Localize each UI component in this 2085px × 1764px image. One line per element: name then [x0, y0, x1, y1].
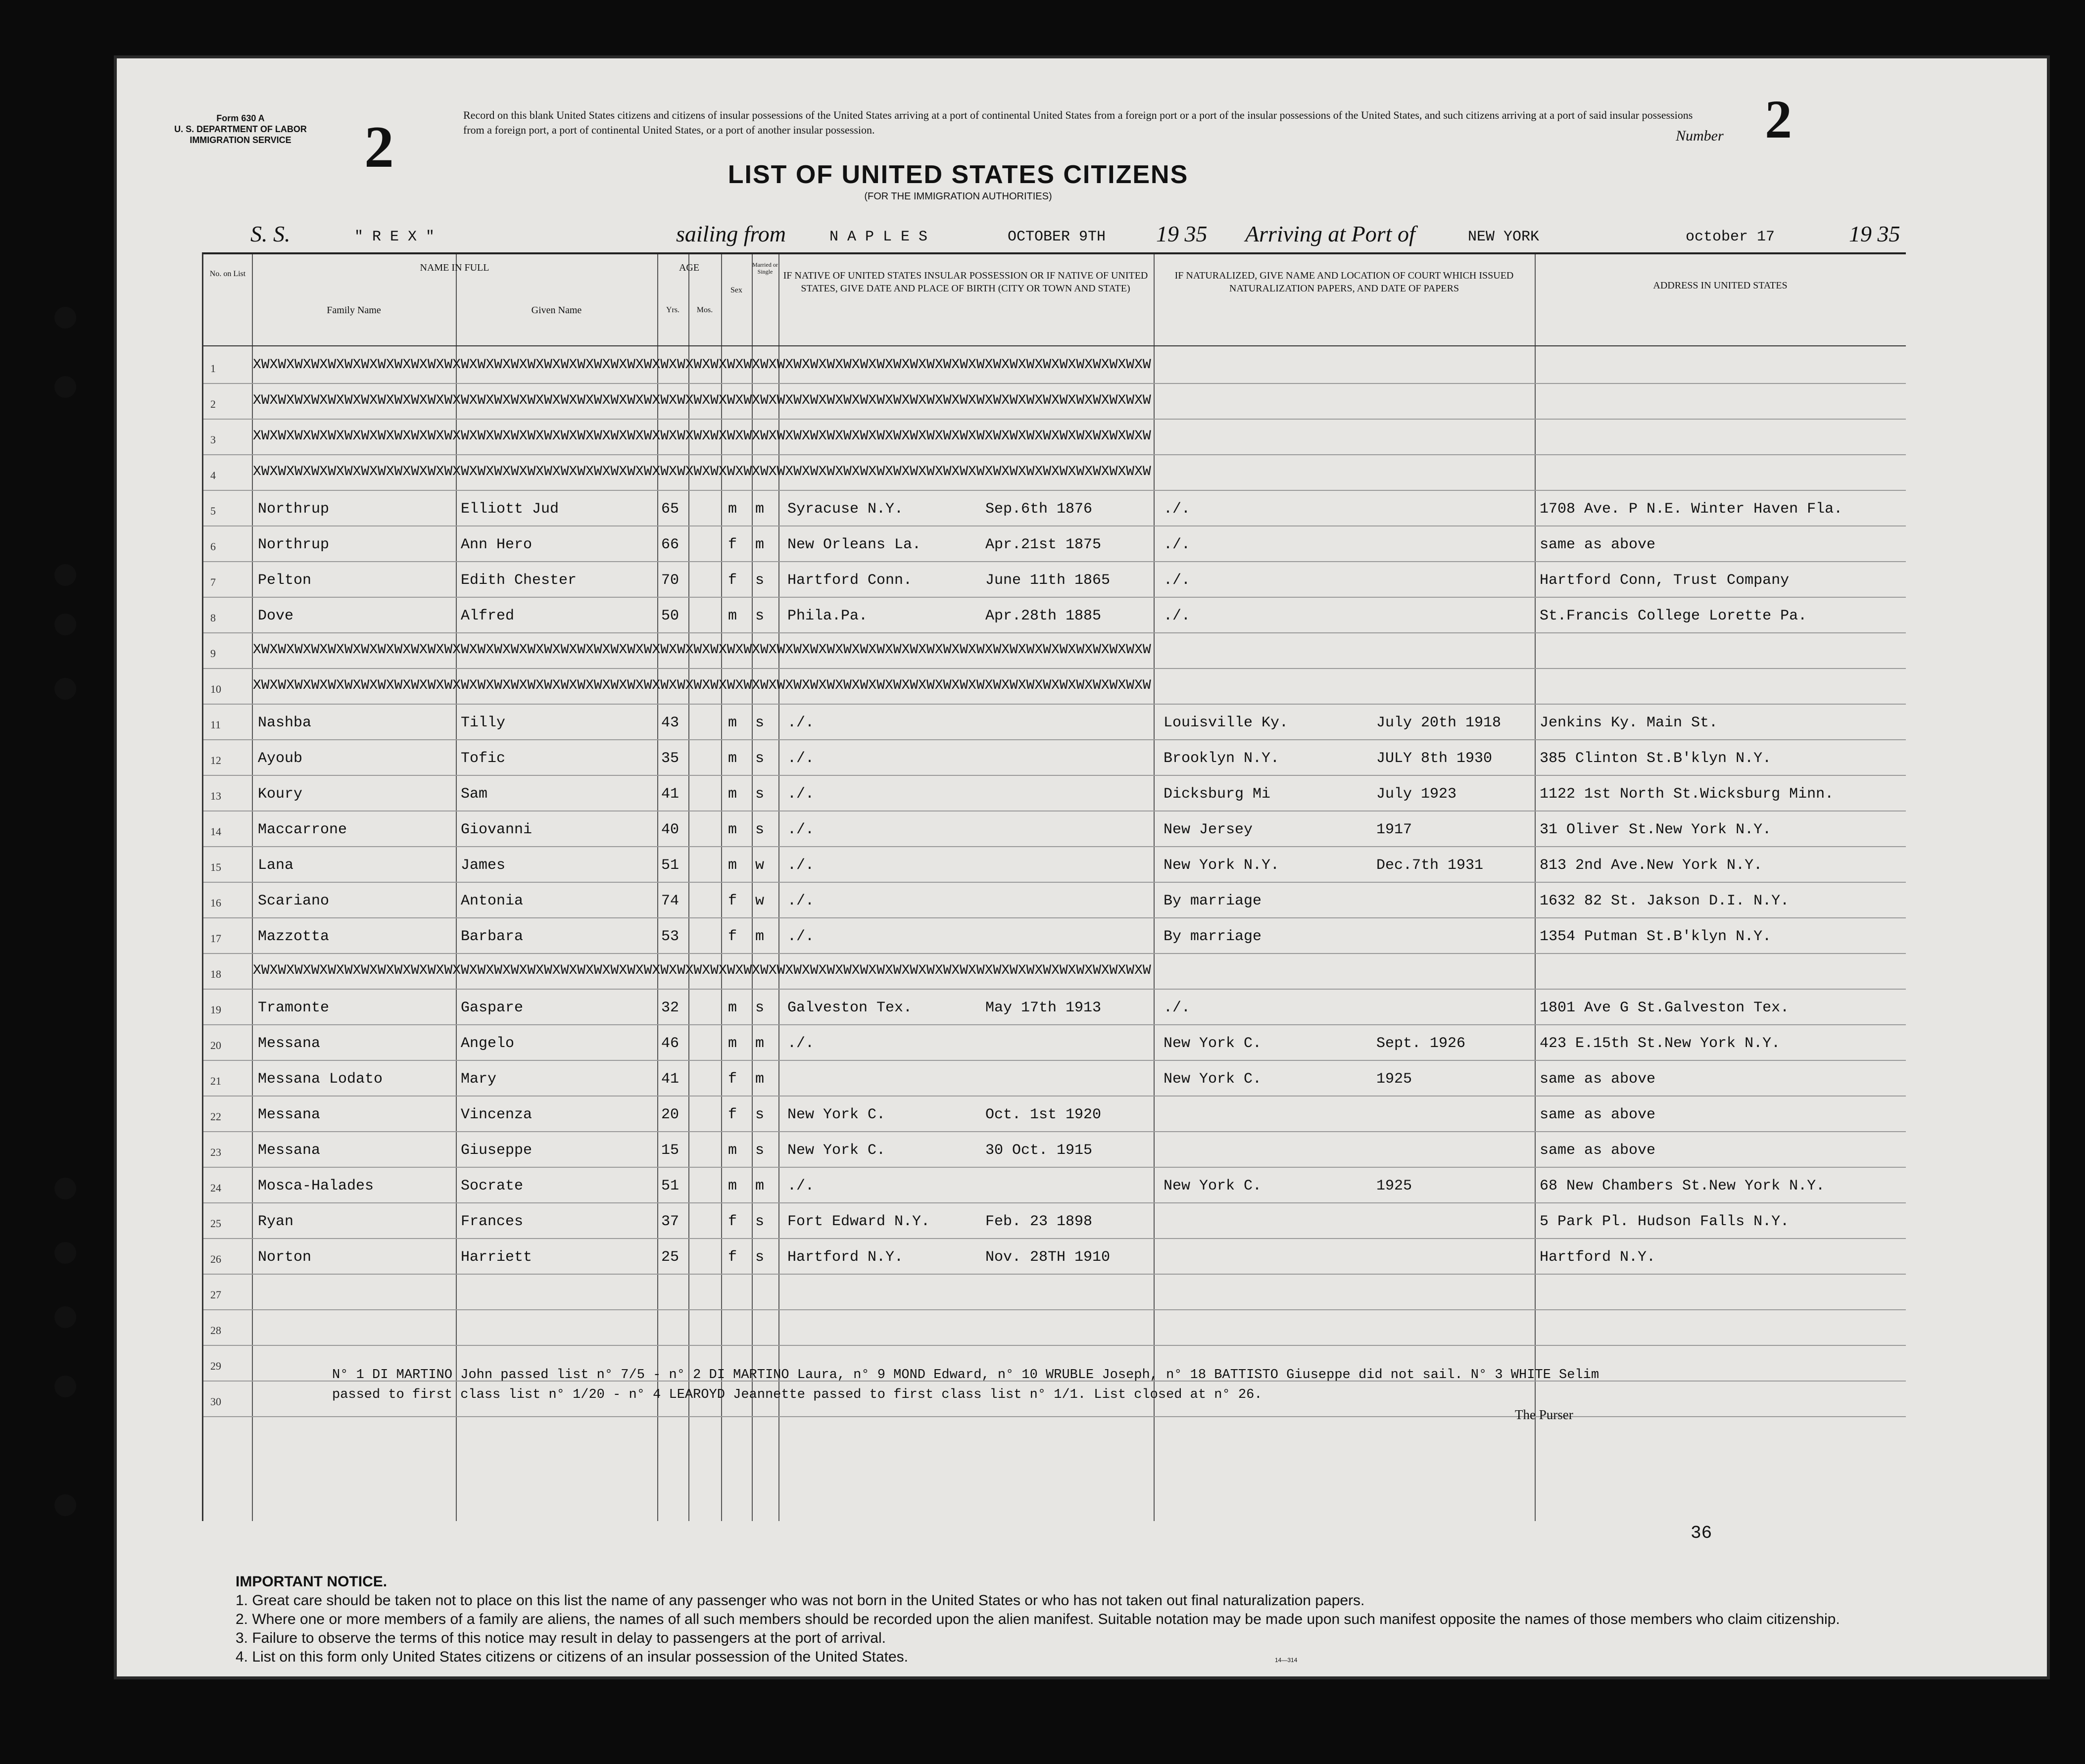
row-rule [203, 1416, 1906, 1417]
cell-age: 25 [661, 1249, 679, 1266]
cell-sex: m [728, 1000, 737, 1016]
cell-date: 30 Oct. 1915 [985, 1142, 1093, 1159]
cell-nat: Louisville Ky. [1164, 715, 1289, 731]
cell-address: 1122 1st North St.Wicksburg Minn. [1540, 786, 1834, 803]
cell-age: 20 [661, 1106, 679, 1123]
cell-nat: New York C. [1164, 1178, 1262, 1194]
cell-address: same as above [1540, 536, 1656, 553]
col-family-header: Family Name [327, 305, 381, 316]
cell-place: ./. [787, 715, 815, 731]
binder-hole [54, 564, 76, 586]
binder-hole [54, 614, 76, 635]
table-row [203, 705, 1906, 740]
port-to: NEW YORK [1468, 229, 1540, 245]
table-row [203, 1025, 1906, 1061]
cell-sex: f [728, 536, 737, 553]
cell-nat: By marriage [1164, 928, 1262, 945]
cell-nat: New York C. [1164, 1071, 1262, 1088]
col-mos-header: Mos. [696, 306, 713, 314]
cell-nat: ./. [1164, 572, 1191, 589]
cell-sex: m [728, 1035, 737, 1052]
cell-family: Mosca-Halades [258, 1178, 374, 1194]
row-number: 26 [210, 1253, 221, 1265]
voyage-line [250, 217, 1933, 246]
cell-age: 74 [661, 893, 679, 909]
binder-hole [54, 1494, 76, 1516]
cell-place: Syracuse N.Y. [787, 501, 904, 518]
row-number: 25 [210, 1217, 221, 1230]
row-number: 4 [210, 469, 216, 481]
cell-sex: f [728, 1106, 737, 1123]
table-row [203, 348, 1906, 384]
row-number: 7 [210, 576, 216, 588]
cell-age: 51 [661, 1178, 679, 1194]
cell-age: 41 [661, 786, 679, 803]
row-number: 13 [210, 790, 221, 802]
cell-address: 1632 82 St. Jakson D.I. N.Y. [1540, 893, 1790, 909]
cell-age: 53 [661, 928, 679, 945]
cell-place: ./. [787, 821, 815, 838]
struck-entry: XWXWXWXWXWXWXWXWXWXWXWXWXWXWXWXWXWXWXWXWXWXWXWXWXWXWXWXWXWXWXWXWXWXWXWXWXWXWXWXWXWXWXWXWXWXWXWXWXWXWXWXWXWXW [253, 642, 1151, 658]
cell-address: Hartford Conn, Trust Company [1540, 572, 1790, 589]
cell-ms: s [755, 1000, 765, 1016]
table-row [203, 918, 1906, 954]
cell-family: Ryan [258, 1213, 294, 1230]
notice-item: 4. List on this form only United States citizens or citizens of an insular possession of the United States. [236, 1649, 909, 1665]
binder-hole [54, 376, 76, 398]
cell-age: 15 [661, 1142, 679, 1159]
cell-ms: s [755, 1142, 765, 1159]
binder-hole [54, 1306, 76, 1328]
cell-natdate: July 20th 1918 [1376, 715, 1502, 731]
row-number: 12 [210, 754, 221, 766]
note-line-1: N° 1 DI MARTINO John passed list n° 7/5 - n° 2 DI MARTINO Laura, n° 9 MOND Edward, n° 10 WRUBLE Joseph, n° 18 BATTISTO Giuseppe did not sail. N° 3 WHITE Selim [332, 1368, 1600, 1383]
cell-place: ./. [787, 1035, 815, 1052]
cell-address: 385 Clinton St.B'klyn N.Y. [1540, 750, 1772, 767]
ss-label: S. S. [250, 221, 291, 246]
cell-age: 65 [661, 501, 679, 518]
cell-given: Giovanni [461, 821, 533, 838]
cell-family: Dove [258, 608, 294, 624]
cell-address: same as above [1540, 1142, 1656, 1159]
row-number: 9 [210, 647, 216, 660]
cell-given: Angelo [461, 1035, 515, 1052]
table-row [203, 954, 1906, 990]
date-to: october 17 [1686, 229, 1775, 245]
cell-age: 40 [661, 821, 679, 838]
row-number: 3 [210, 433, 216, 446]
cell-nat: New York N.Y. [1164, 857, 1280, 874]
row-number: 21 [210, 1075, 221, 1087]
table-row [203, 1132, 1906, 1168]
row-number: 19 [210, 1003, 221, 1016]
form-code: 14—314 [1275, 1657, 1298, 1664]
ship-name: " R E X " [354, 229, 435, 245]
table-row [203, 1239, 1906, 1275]
form-id: Form 630 A [216, 113, 265, 123]
cell-family: Pelton [258, 572, 312, 589]
row-number: 29 [210, 1360, 221, 1372]
year-from: 19 35 [1156, 221, 1208, 246]
col-yrs-header: Yrs. [666, 306, 680, 314]
col-sex-header: Sex [730, 286, 742, 294]
cell-ms: s [755, 608, 765, 624]
cell-address: Jenkins Ky. Main St. [1540, 715, 1718, 731]
struck-entry: XWXWXWXWXWXWXWXWXWXWXWXWXWXWXWXWXWXWXWXWXWXWXWXWXWXWXWXWXWXWXWXWXWXWXWXWXWXWXWXWXWXWXWXWXWXWXWXWXWXWXWXWXWXW [253, 464, 1151, 479]
cell-given: Alfred [461, 608, 515, 624]
cell-address: 423 E.15th St.New York N.Y. [1540, 1035, 1781, 1052]
table-row [203, 1310, 1906, 1346]
struck-entry: XWXWXWXWXWXWXWXWXWXWXWXWXWXWXWXWXWXWXWXWXWXWXWXWXWXWXWXWXWXWXWXWXWXWXWXWXWXWXWXWXWXWXWXWXWXWXWXWXWXWXWXWXWXW [253, 429, 1151, 444]
binder-hole [54, 307, 76, 329]
cell-sex: m [728, 821, 737, 838]
cell-age: 35 [661, 750, 679, 767]
row-number: 5 [210, 505, 216, 517]
cell-ms: s [755, 786, 765, 803]
table-row [203, 811, 1906, 847]
cell-age: 51 [661, 857, 679, 874]
table-row [203, 1168, 1906, 1203]
cell-given: Tofic [461, 750, 506, 767]
notice-item: 2. Where one or more members of a family are aliens, the names of all such members should be recorded upon the alien manifest. Suitable notation may be made upon such manifest opposite the names of those members who claim citizenship. [236, 1611, 1840, 1627]
cell-family: Mazzotta [258, 928, 330, 945]
cell-sex: f [728, 1249, 737, 1266]
cell-sex: m [728, 715, 737, 731]
row-number: 15 [210, 861, 221, 873]
cell-sex: f [728, 928, 737, 945]
cell-age: 43 [661, 715, 679, 731]
cell-given: Ann Hero [461, 536, 533, 553]
table-row [203, 1097, 1906, 1132]
intro-text: Record on this blank United States citizens and citizens of insular possessions of the United States arriving at a port of continental United States from a foreign port or a port of the insular possessions of the United States, and such citizens arriving at a port of said insular possessions from a foreign port, a port of continental United States, or a port of another insular possession. [463, 109, 1693, 136]
number-label: Number [1676, 128, 1724, 144]
cell-ms: w [755, 857, 765, 874]
col-birth-header: IF NATIVE OF UNITED STATES INSULAR POSSESSION OR IF NATIVE OF UNITED STATES, GIVE DATE AND PLACE OF BIRTH (CITY OR TOWN AND STATE) [783, 270, 1148, 294]
cell-family: Northrup [258, 536, 330, 553]
cell-age: 37 [661, 1213, 679, 1230]
cell-natdate: JULY 8th 1930 [1376, 750, 1493, 767]
cell-address: 31 Oliver St.New York N.Y. [1540, 821, 1772, 838]
row-number: 24 [210, 1182, 221, 1194]
cell-place: New Orleans La. [787, 536, 921, 553]
cell-ms: m [755, 928, 765, 945]
cell-place: Galveston Tex. [787, 1000, 913, 1016]
page-subtitle: (FOR THE IMMIGRATION AUTHORITIES) [864, 191, 1052, 202]
cell-date: May 17th 1913 [985, 1000, 1102, 1016]
sheet-mark: 2 [364, 114, 394, 180]
cell-nat: ./. [1164, 608, 1191, 624]
cell-place: New York C. [787, 1142, 886, 1159]
cell-address: 5 Park Pl. Hudson Falls N.Y. [1540, 1213, 1790, 1230]
cell-nat: ./. [1164, 536, 1191, 553]
cell-sex: m [728, 501, 737, 518]
cell-age: 50 [661, 608, 679, 624]
cell-family: Norton [258, 1249, 312, 1266]
cell-sex: f [728, 893, 737, 909]
cell-date: Nov. 28TH 1910 [985, 1249, 1111, 1266]
binder-hole [54, 1178, 76, 1199]
row-number: 28 [210, 1324, 221, 1336]
cell-family: Koury [258, 786, 303, 803]
cell-ms: s [755, 1106, 765, 1123]
cell-nat: Brooklyn N.Y. [1164, 750, 1280, 767]
row-number: 18 [210, 968, 221, 980]
service: IMMIGRATION SERVICE [190, 135, 291, 145]
cell-sex: m [728, 786, 737, 803]
cell-place: ./. [787, 857, 815, 874]
table-row [203, 1203, 1906, 1239]
col-given-header: Given Name [531, 305, 582, 316]
cell-place: Hartford Conn. [787, 572, 913, 589]
form-header [166, 113, 315, 145]
cell-natdate: 1925 [1376, 1071, 1412, 1088]
cell-sex: f [728, 1071, 737, 1088]
cell-place: ./. [787, 893, 815, 909]
cell-ms: s [755, 1249, 765, 1266]
cell-nat: New Jersey [1164, 821, 1253, 838]
cell-place: New York C. [787, 1106, 886, 1123]
notice-item: 1. Great care should be taken not to place on this list the name of any passenger who was not born in the United States or who has not taken out final naturalization papers. [236, 1592, 1365, 1609]
row-number: 16 [210, 897, 221, 909]
cell-ms: s [755, 750, 765, 767]
cell-given: Vincenza [461, 1106, 533, 1123]
cell-age: 66 [661, 536, 679, 553]
important-notice [236, 1573, 1918, 1667]
table-row [203, 990, 1906, 1025]
cell-sex: m [728, 1178, 737, 1194]
cell-given: Frances [461, 1213, 524, 1230]
struck-entry: XWXWXWXWXWXWXWXWXWXWXWXWXWXWXWXWXWXWXWXWXWXWXWXWXWXWXWXWXWXWXWXWXWXWXWXWXWXWXWXWXWXWXWXWXWXWXWXWXWXWXWXWXWXW [253, 678, 1151, 693]
cell-address: Hartford N.Y. [1540, 1249, 1656, 1266]
department: U. S. DEPARTMENT OF LABOR [174, 124, 307, 134]
cell-family: Nashba [258, 715, 312, 731]
row-number: 1 [210, 362, 216, 375]
cell-date: Oct. 1st 1920 [985, 1106, 1102, 1123]
page-number: 36 [1691, 1523, 1712, 1543]
col-married-header: Married or Single [752, 261, 778, 275]
row-number: 27 [210, 1288, 221, 1301]
struck-entry: XWXWXWXWXWXWXWXWXWXWXWXWXWXWXWXWXWXWXWXWXWXWXWXWXWXWXWXWXWXWXWXWXWXWXWXWXWXWXWXWXWXWXWXWXWXWXWXWXWXWXWXWXWXW [253, 393, 1151, 408]
cell-family: Tramonte [258, 1000, 330, 1016]
cell-given: Sam [461, 786, 488, 803]
struck-entry: XWXWXWXWXWXWXWXWXWXWXWXWXWXWXWXWXWXWXWXWXWXWXWXWXWXWXWXWXWXWXWXWXWXWXWXWXWXWXWXWXWXWXWXWXWXWXWXWXWXWXWXWXWXW [253, 357, 1151, 373]
port-from: N A P L E S [829, 229, 928, 245]
cell-date: Feb. 23 1898 [985, 1213, 1093, 1230]
page-title: LIST OF UNITED STATES CITIZENS [727, 160, 1189, 189]
cell-given: Elliott Jud [461, 501, 559, 518]
cell-family: Northrup [258, 501, 330, 518]
manifest-page [117, 58, 2047, 1676]
cell-age: 70 [661, 572, 679, 589]
row-number: 11 [210, 718, 221, 731]
cell-natdate: July 1923 [1376, 786, 1457, 803]
cell-sex: m [728, 750, 737, 767]
sailing-from-label: sailing from [676, 221, 786, 246]
cell-ms: m [755, 1071, 765, 1088]
cell-date: June 11th 1865 [985, 572, 1111, 589]
cell-natdate: Dec.7th 1931 [1376, 857, 1484, 874]
table-row [203, 491, 1906, 526]
cell-given: James [461, 857, 506, 874]
cell-natdate: Sept. 1926 [1376, 1035, 1466, 1052]
cell-date: Apr.28th 1885 [985, 608, 1102, 624]
cell-sex: m [728, 857, 737, 874]
cell-given: Mary [461, 1071, 497, 1088]
cell-family: Messana Lodato [258, 1071, 383, 1088]
cell-address: 68 New Chambers St.New York N.Y. [1540, 1178, 1825, 1194]
cell-given: Gaspare [461, 1000, 524, 1016]
table-row [203, 598, 1906, 633]
row-number: 17 [210, 932, 221, 945]
col-address-header: ADDRESS IN UNITED STATES [1653, 280, 1788, 291]
header-divider [203, 345, 1906, 346]
cell-ms: m [755, 1178, 765, 1194]
cell-natdate: 1917 [1376, 821, 1412, 838]
table-row [203, 526, 1906, 562]
notice-item: 3. Failure to observe the terms of this notice may result in delay to passengers at the port of arrival. [236, 1630, 886, 1646]
notice-heading: IMPORTANT NOTICE. [236, 1573, 388, 1590]
table-row [203, 1061, 1906, 1097]
cell-sex: f [728, 572, 737, 589]
passenger-table [202, 252, 1906, 1521]
cell-address: 1708 Ave. P N.E. Winter Haven Fla. [1540, 501, 1843, 518]
date-from: OCTOBER 9TH [1008, 229, 1106, 245]
row-number: 10 [210, 683, 221, 695]
binder-hole [54, 1242, 76, 1264]
cell-address: 1354 Putman St.B'klyn N.Y. [1540, 928, 1772, 945]
cell-address: St.Francis College Lorette Pa. [1540, 608, 1807, 624]
cell-place: ./. [787, 786, 815, 803]
cell-nat: Dicksburg Mi [1164, 786, 1271, 803]
row-number: 20 [210, 1039, 221, 1051]
cell-nat: ./. [1164, 1000, 1191, 1016]
purser-label: The Purser [1515, 1407, 1573, 1422]
cell-age: 41 [661, 1071, 679, 1088]
cell-family: Scariano [258, 893, 330, 909]
cell-family: Messana [258, 1142, 321, 1159]
cell-family: Messana [258, 1035, 321, 1052]
cell-given: Antonia [461, 893, 524, 909]
cell-age: 46 [661, 1035, 679, 1052]
col-age-header: AGE [679, 262, 700, 273]
cell-given: Giuseppe [461, 1142, 533, 1159]
cell-given: Tilly [461, 715, 506, 731]
row-number: 6 [210, 540, 216, 553]
cell-place: Fort Edward N.Y. [787, 1213, 930, 1230]
col-name-header: NAME IN FULL [420, 262, 489, 273]
cell-family: Ayoub [258, 750, 303, 767]
cell-given: Harriett [461, 1249, 533, 1266]
cell-family: Maccarrone [258, 821, 347, 838]
cell-place: Hartford N.Y. [787, 1249, 904, 1266]
row-number: 23 [210, 1146, 221, 1158]
row-number: 8 [210, 612, 216, 624]
cell-sex: f [728, 1213, 737, 1230]
cell-age: 32 [661, 1000, 679, 1016]
cell-ms: w [755, 893, 765, 909]
cell-date: Apr.21st 1875 [985, 536, 1102, 553]
struck-entry: XWXWXWXWXWXWXWXWXWXWXWXWXWXWXWXWXWXWXWXWXWXWXWXWXWXWXWXWXWXWXWXWXWXWXWXWXWXWXWXWXWXWXWXWXWXWXWXWXWXWXWXWXWXW [253, 963, 1151, 978]
cell-ms: s [755, 1213, 765, 1230]
cell-nat: ./. [1164, 501, 1191, 518]
note-line-2: passed to first class list n° 1/20 - n° 4 LEAROYD Jeannette passed to first class list n° 1/1. List closed at n° 26. [332, 1387, 1262, 1402]
row-number: 2 [210, 398, 216, 410]
table-row [203, 740, 1906, 776]
cell-date: Sep.6th 1876 [985, 501, 1093, 518]
cell-given: Socrate [461, 1178, 524, 1194]
row-number: 30 [210, 1395, 221, 1408]
cell-natdate: 1925 [1376, 1178, 1412, 1194]
cell-ms: m [755, 1035, 765, 1052]
cell-address: 813 2nd Ave.New York N.Y. [1540, 857, 1763, 874]
binder-hole [54, 678, 76, 700]
cell-ms: m [755, 536, 765, 553]
cell-ms: m [755, 501, 765, 518]
cell-place: ./. [787, 1178, 815, 1194]
cell-address: same as above [1540, 1106, 1656, 1123]
cell-given: Edith Chester [461, 572, 577, 589]
cell-address: 1801 Ave G St.Galveston Tex. [1540, 1000, 1790, 1016]
row-number: 22 [210, 1110, 221, 1123]
cell-place: Phila.Pa. [787, 608, 868, 624]
row-number: 14 [210, 825, 221, 838]
table-row [203, 455, 1906, 491]
year-to: 19 35 [1849, 221, 1900, 246]
cell-sex: m [728, 1142, 737, 1159]
cell-place: ./. [787, 750, 815, 767]
table-row [203, 384, 1906, 420]
table-row [203, 420, 1906, 455]
col-naturalized-header: IF NATURALIZED, GIVE NAME AND LOCATION OF COURT WHICH ISSUED NATURALIZATION PAPERS, AND DATE OF PAPERS [1174, 270, 1514, 294]
table-row [203, 883, 1906, 918]
cell-address: same as above [1540, 1071, 1656, 1088]
table-row [203, 847, 1906, 883]
cell-family: Messana [258, 1106, 321, 1123]
cell-nat: New York C. [1164, 1035, 1262, 1052]
cell-place: ./. [787, 928, 815, 945]
col-no-header: No. on List [209, 270, 246, 278]
cell-ms: s [755, 572, 765, 589]
cell-ms: s [755, 715, 765, 731]
binder-hole [54, 1376, 76, 1397]
number-value: 2 [1765, 89, 1792, 149]
cell-sex: m [728, 608, 737, 624]
cell-family: Lana [258, 857, 294, 874]
table-row [203, 562, 1906, 598]
table-row [203, 669, 1906, 705]
cell-nat: By marriage [1164, 893, 1262, 909]
table-row [203, 776, 1906, 811]
cell-ms: s [755, 821, 765, 838]
table-row [203, 633, 1906, 669]
cell-given: Barbara [461, 928, 524, 945]
arriving-label: Arriving at Port of [1245, 221, 1415, 246]
table-row [203, 1275, 1906, 1310]
